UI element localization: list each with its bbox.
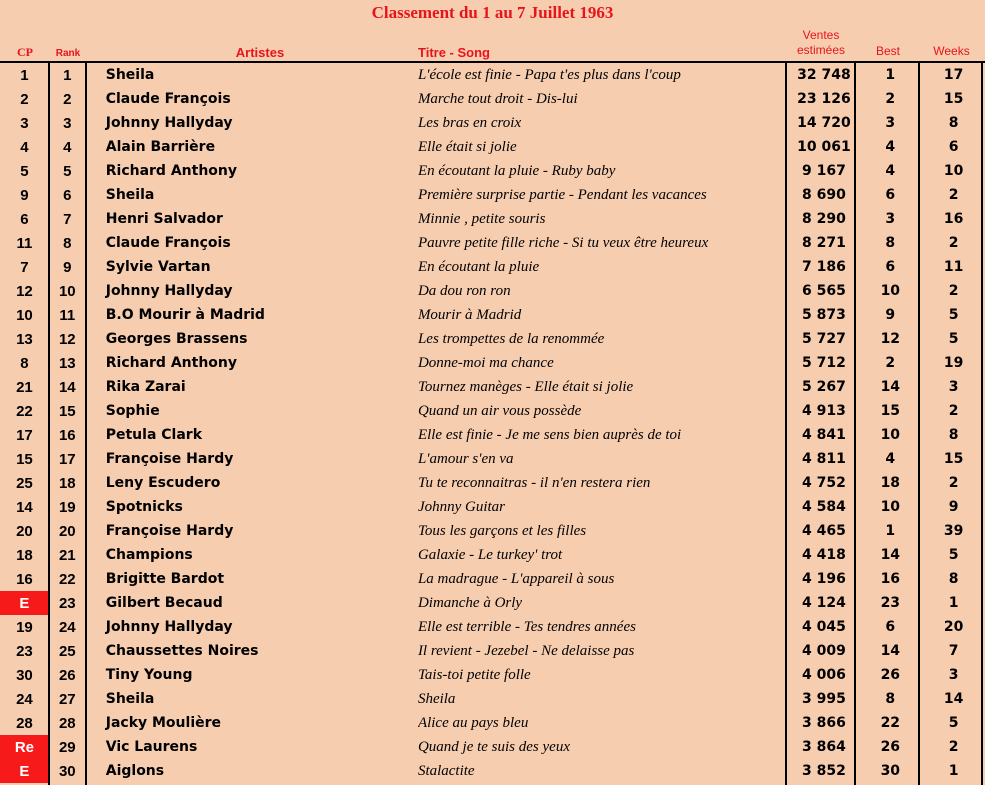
- artist-name: Johnny Hallyday: [105, 115, 233, 131]
- table-row: [0, 279, 985, 303]
- artist-name: Jacky Moulière: [105, 715, 222, 731]
- song-title: Il revient - Jezebel - Ne delaisse pas: [417, 642, 635, 659]
- weeks-count: 1: [948, 595, 959, 611]
- weeks-count: 15: [943, 91, 964, 107]
- rank-cell: 1: [63, 66, 72, 84]
- song-title: Elle était si jolie: [417, 138, 517, 155]
- chart-title: Classement du 1 au 7 Juillet 1963: [371, 3, 614, 22]
- sales-value: 3 995: [802, 691, 846, 707]
- table-row: [0, 591, 985, 615]
- best-position: 6: [885, 187, 896, 203]
- best-position: 23: [880, 595, 901, 611]
- song-title: Les bras en croix: [417, 114, 522, 131]
- cp-cell: 6: [20, 210, 29, 228]
- sales-value: 4 841: [802, 427, 846, 443]
- song-title: En écoutant la pluie - Ruby baby: [417, 162, 616, 179]
- best-position: 10: [880, 427, 901, 443]
- table-row: [0, 447, 985, 471]
- song-title: Tous les garçons et les filles: [417, 522, 587, 539]
- sales-value: 4 124: [802, 595, 846, 611]
- artist-name: Sylvie Vartan: [105, 259, 211, 275]
- song-title: Quand je te suis des yeux: [417, 738, 570, 755]
- weeks-count: 2: [948, 235, 959, 251]
- rank-cell: 11: [59, 306, 76, 324]
- song-title: Donne-moi ma chance: [417, 354, 554, 371]
- weeks-count: 2: [948, 739, 959, 755]
- song-title: Dimanche à Orly: [417, 594, 523, 611]
- table-row: [0, 231, 985, 255]
- song-title: Sheila: [417, 690, 456, 707]
- weeks-count: 6: [948, 139, 959, 155]
- table-row: [0, 135, 985, 159]
- sales-value: 4 196: [802, 571, 846, 587]
- rank-cell: 24: [58, 618, 76, 636]
- rank-cell: 12: [58, 330, 76, 348]
- cp-cell: 24: [16, 690, 33, 708]
- cp-cell: 20: [16, 522, 33, 540]
- song-title: Johnny Guitar: [417, 498, 506, 515]
- rank-cell: 30: [58, 762, 76, 780]
- best-position: 12: [880, 331, 901, 347]
- best-position: 6: [885, 619, 896, 635]
- sales-value: 4 045: [802, 619, 846, 635]
- rank-cell: 18: [58, 474, 76, 492]
- artist-name: Claude François: [105, 91, 231, 107]
- sales-value: 32 748: [797, 67, 851, 83]
- sales-value: 4 006: [802, 667, 846, 683]
- cp-cell: 23: [16, 642, 33, 660]
- weeks-count: 8: [948, 571, 959, 587]
- table-row: [0, 351, 985, 375]
- sales-value: 4 584: [802, 499, 846, 515]
- table-row: [0, 159, 985, 183]
- rank-cell: 2: [63, 90, 72, 108]
- weeks-count: 7: [948, 643, 959, 659]
- best-position: 10: [880, 499, 901, 515]
- weeks-count: 2: [948, 187, 959, 203]
- table-row: [0, 711, 985, 735]
- cp-cell: 16: [16, 570, 33, 588]
- song-title: Elle est terrible - Tes tendres années: [417, 618, 636, 635]
- rank-cell: 21: [58, 546, 76, 564]
- song-title: En écoutant la pluie: [417, 258, 540, 275]
- song-title: Tu te reconnaitras - il n'en restera rien: [417, 474, 651, 491]
- cp-cell: 15: [16, 450, 33, 468]
- weeks-count: 16: [943, 211, 964, 227]
- header-cp: CP: [17, 45, 33, 59]
- artist-name: Johnny Hallyday: [105, 283, 233, 299]
- best-position: 3: [885, 211, 896, 227]
- rank-cell: 3: [63, 114, 72, 132]
- weeks-count: 10: [943, 163, 964, 179]
- best-position: 2: [885, 91, 896, 107]
- table-row: [0, 687, 985, 711]
- weeks-count: 15: [943, 451, 964, 467]
- best-position: 14: [880, 643, 901, 659]
- artist-name: Johnny Hallyday: [105, 619, 233, 635]
- best-position: 1: [885, 523, 896, 539]
- weeks-count: 14: [943, 691, 964, 707]
- cp-cell: 11: [16, 234, 33, 252]
- table-row: [0, 111, 985, 135]
- header-sales: [786, 28, 856, 58]
- cp-cell: E: [0, 591, 49, 615]
- sales-value: 10 061: [797, 139, 851, 155]
- rank-cell: 4: [63, 138, 72, 156]
- cp-cell: Re: [0, 735, 49, 759]
- rank-cell: 25: [58, 642, 76, 660]
- table-row: [0, 207, 985, 231]
- song-title: Da dou ron ron: [417, 282, 511, 299]
- sales-value: 8 290: [802, 211, 846, 227]
- table-row: [0, 375, 985, 399]
- rank-cell: 16: [58, 426, 76, 444]
- song-title: Alice au pays bleu: [417, 714, 529, 731]
- table-row: [0, 255, 985, 279]
- table-row: [0, 423, 985, 447]
- rank-cell: 28: [58, 714, 76, 732]
- table-row: [0, 759, 985, 783]
- best-position: 8: [885, 691, 896, 707]
- cp-cell: 30: [16, 666, 33, 684]
- sales-value: 6 565: [802, 283, 846, 299]
- best-position: 4: [885, 139, 896, 155]
- table-row: [0, 663, 985, 687]
- artist-name: Richard Anthony: [105, 163, 237, 179]
- artist-name: Claude François: [105, 235, 231, 251]
- cp-cell: 7: [20, 258, 29, 276]
- cp-cell: 28: [16, 714, 33, 732]
- sales-value: 23 126: [797, 91, 851, 107]
- table-row: [0, 303, 985, 327]
- song-title: Galaxie - Le turkey' trot: [417, 546, 563, 563]
- table-row: [0, 495, 985, 519]
- best-position: 18: [880, 475, 901, 491]
- cp-cell: 21: [16, 378, 33, 396]
- header-song: Titre - Song: [418, 45, 490, 60]
- header-sales-line2: estimées: [796, 43, 846, 57]
- sales-value: 5 712: [802, 355, 846, 371]
- rank-cell: 17: [58, 450, 76, 468]
- best-position: 4: [885, 163, 896, 179]
- column-divider: [918, 63, 920, 785]
- sales-value: 4 465: [802, 523, 846, 539]
- artist-name: Gilbert Becaud: [105, 595, 223, 611]
- table-row: [0, 327, 985, 351]
- cp-cell: 2: [20, 90, 29, 108]
- rank-cell: 7: [63, 210, 72, 228]
- cp-cell: 4: [20, 138, 29, 156]
- weeks-count: 17: [943, 67, 964, 83]
- song-title: Minnie , petite souris: [417, 210, 546, 227]
- sales-value: 4 418: [802, 547, 846, 563]
- sales-value: 8 271: [802, 235, 846, 251]
- song-title: Quand un air vous possède: [417, 402, 582, 419]
- song-title: Tournez manèges - Elle était si jolie: [417, 378, 634, 395]
- weeks-count: 8: [948, 115, 959, 131]
- weeks-count: 2: [948, 283, 959, 299]
- artist-name: Petula Clark: [105, 427, 203, 443]
- artist-name: Sheila: [105, 691, 155, 707]
- best-position: 22: [880, 715, 901, 731]
- table-row: [0, 63, 985, 87]
- cp-cell: 25: [16, 474, 33, 492]
- sales-value: 4 009: [802, 643, 846, 659]
- cp-cell: 12: [16, 282, 33, 300]
- artist-name: Sheila: [105, 67, 155, 83]
- rank-cell: 26: [58, 666, 76, 684]
- sales-value: 8 690: [802, 187, 846, 203]
- rank-cell: 8: [63, 234, 72, 252]
- cp-cell: 5: [20, 162, 29, 180]
- artist-name: Alain Barrière: [105, 139, 216, 155]
- rank-cell: 9: [63, 258, 72, 276]
- rank-cell: 6: [63, 186, 72, 204]
- sales-value: 5 727: [802, 331, 846, 347]
- cp-cell: 18: [16, 546, 33, 564]
- table-row: [0, 615, 985, 639]
- cp-cell: 19: [16, 618, 33, 636]
- weeks-count: 5: [948, 331, 959, 347]
- weeks-count: 5: [948, 715, 959, 731]
- weeks-count: 2: [948, 403, 959, 419]
- best-position: 2: [885, 355, 896, 371]
- table-row: [0, 519, 985, 543]
- cp-cell: 13: [16, 330, 33, 348]
- artist-name: B.O Mourir à Madrid: [105, 307, 265, 323]
- table-row: [0, 567, 985, 591]
- sales-value: 7 186: [802, 259, 846, 275]
- header-best: Best: [875, 44, 900, 58]
- sales-value: 5 873: [802, 307, 846, 323]
- best-position: 14: [880, 379, 901, 395]
- sales-value: 5 267: [802, 379, 846, 395]
- sales-value: 4 811: [802, 451, 846, 467]
- cp-cell: 9: [20, 186, 29, 204]
- header-sales-line1: Ventes: [802, 28, 840, 42]
- best-position: 6: [885, 259, 896, 275]
- song-title: L'amour s'en va: [417, 450, 514, 467]
- weeks-count: 1: [948, 763, 959, 779]
- best-position: 3: [885, 115, 896, 131]
- artist-name: Aiglons: [105, 763, 165, 779]
- artist-name: Françoise Hardy: [105, 451, 234, 467]
- rank-cell: 29: [58, 738, 76, 756]
- column-divider: [854, 63, 856, 785]
- column-divider: [48, 63, 50, 785]
- rank-cell: 20: [58, 522, 76, 540]
- cp-cell: 1: [20, 66, 29, 84]
- table-row: [0, 471, 985, 495]
- header-weeks: Weeks: [933, 44, 970, 58]
- weeks-count: 9: [948, 499, 959, 515]
- cp-cell: 22: [16, 402, 33, 420]
- chart-table: [0, 63, 985, 783]
- weeks-count: 11: [943, 259, 964, 275]
- table-row: [0, 735, 985, 759]
- artist-name: Georges Brassens: [105, 331, 248, 347]
- chart-table-body: [0, 63, 985, 783]
- best-position: 9: [885, 307, 896, 323]
- artist-name: Henri Salvador: [105, 211, 223, 227]
- cp-cell: 10: [16, 306, 33, 324]
- weeks-count: 5: [948, 547, 959, 563]
- column-divider: [981, 63, 983, 785]
- table-row: [0, 543, 985, 567]
- song-title: Tais-toi petite folle: [417, 666, 531, 683]
- best-position: 26: [880, 739, 901, 755]
- song-title: Stalactite: [417, 762, 475, 779]
- column-divider: [85, 63, 87, 785]
- best-position: 10: [880, 283, 901, 299]
- rank-cell: 27: [58, 690, 76, 708]
- song-title: Première surprise partie - Pendant les vacances: [417, 186, 707, 203]
- song-title: Elle est finie - Je me sens bien auprès de toi: [417, 426, 682, 443]
- table-row: [0, 183, 985, 207]
- artist-name: Sophie: [105, 403, 160, 419]
- weeks-count: 5: [948, 307, 959, 323]
- artist-name: Spotnicks: [105, 499, 183, 515]
- cp-cell: 14: [16, 498, 33, 516]
- sales-value: 4 913: [802, 403, 846, 419]
- cp-cell: 8: [20, 354, 29, 372]
- weeks-count: 8: [948, 427, 959, 443]
- best-position: 16: [880, 571, 901, 587]
- table-row: [0, 399, 985, 423]
- artist-name: Brigitte Bardot: [105, 571, 225, 587]
- header-rank: Rank: [55, 48, 81, 59]
- sales-value: 3 866: [802, 715, 846, 731]
- best-position: 15: [880, 403, 901, 419]
- weeks-count: 39: [943, 523, 964, 539]
- cp-cell: 3: [20, 114, 29, 132]
- sales-value: 14 720: [797, 115, 851, 131]
- rank-cell: 22: [58, 570, 76, 588]
- table-row: [0, 639, 985, 663]
- rank-cell: 14: [58, 378, 76, 396]
- best-position: 4: [885, 451, 896, 467]
- weeks-count: 3: [948, 379, 959, 395]
- song-title: Mourir à Madrid: [417, 306, 522, 323]
- sales-value: 9 167: [802, 163, 846, 179]
- artist-name: Chaussettes Noires: [105, 643, 259, 659]
- best-position: 1: [885, 67, 896, 83]
- rank-cell: 5: [63, 162, 72, 180]
- cp-cell: 17: [16, 426, 33, 444]
- artist-name: Champions: [105, 547, 193, 563]
- rank-cell: 13: [58, 354, 76, 372]
- artist-name: Tiny Young: [105, 667, 193, 683]
- table-row: [0, 87, 985, 111]
- song-title: Pauvre petite fille riche - Si tu veux être heureux: [417, 234, 709, 251]
- song-title: L'école est finie - Papa t'es plus dans l'coup: [417, 66, 681, 83]
- artist-name: Richard Anthony: [105, 355, 237, 371]
- weeks-count: 2: [948, 475, 959, 491]
- weeks-count: 20: [943, 619, 964, 635]
- best-position: 8: [885, 235, 896, 251]
- artist-name: Rika Zarai: [105, 379, 186, 395]
- sales-value: 3 852: [802, 763, 846, 779]
- weeks-count: 3: [948, 667, 959, 683]
- column-divider: [785, 63, 787, 785]
- best-position: 30: [880, 763, 901, 779]
- rank-cell: 19: [58, 498, 76, 516]
- weeks-count: 19: [943, 355, 964, 371]
- artist-name: Françoise Hardy: [105, 523, 234, 539]
- song-title: La madrague - L'appareil à sous: [417, 570, 615, 587]
- sales-value: 4 752: [802, 475, 846, 491]
- artist-name: Leny Escudero: [105, 475, 221, 491]
- header-artist: Artistes: [235, 45, 285, 60]
- cp-cell: E: [0, 759, 49, 783]
- song-title: Marche tout droit - Dis-lui: [417, 90, 578, 107]
- rank-cell: 15: [58, 402, 76, 420]
- rank-cell: 23: [58, 594, 76, 612]
- best-position: 14: [880, 547, 901, 563]
- sales-value: 3 864: [802, 739, 846, 755]
- song-title: Les trompettes de la renommée: [417, 330, 605, 347]
- artist-name: Sheila: [105, 187, 155, 203]
- rank-cell: 10: [58, 282, 76, 300]
- artist-name: Vic Laurens: [105, 739, 198, 755]
- best-position: 26: [880, 667, 901, 683]
